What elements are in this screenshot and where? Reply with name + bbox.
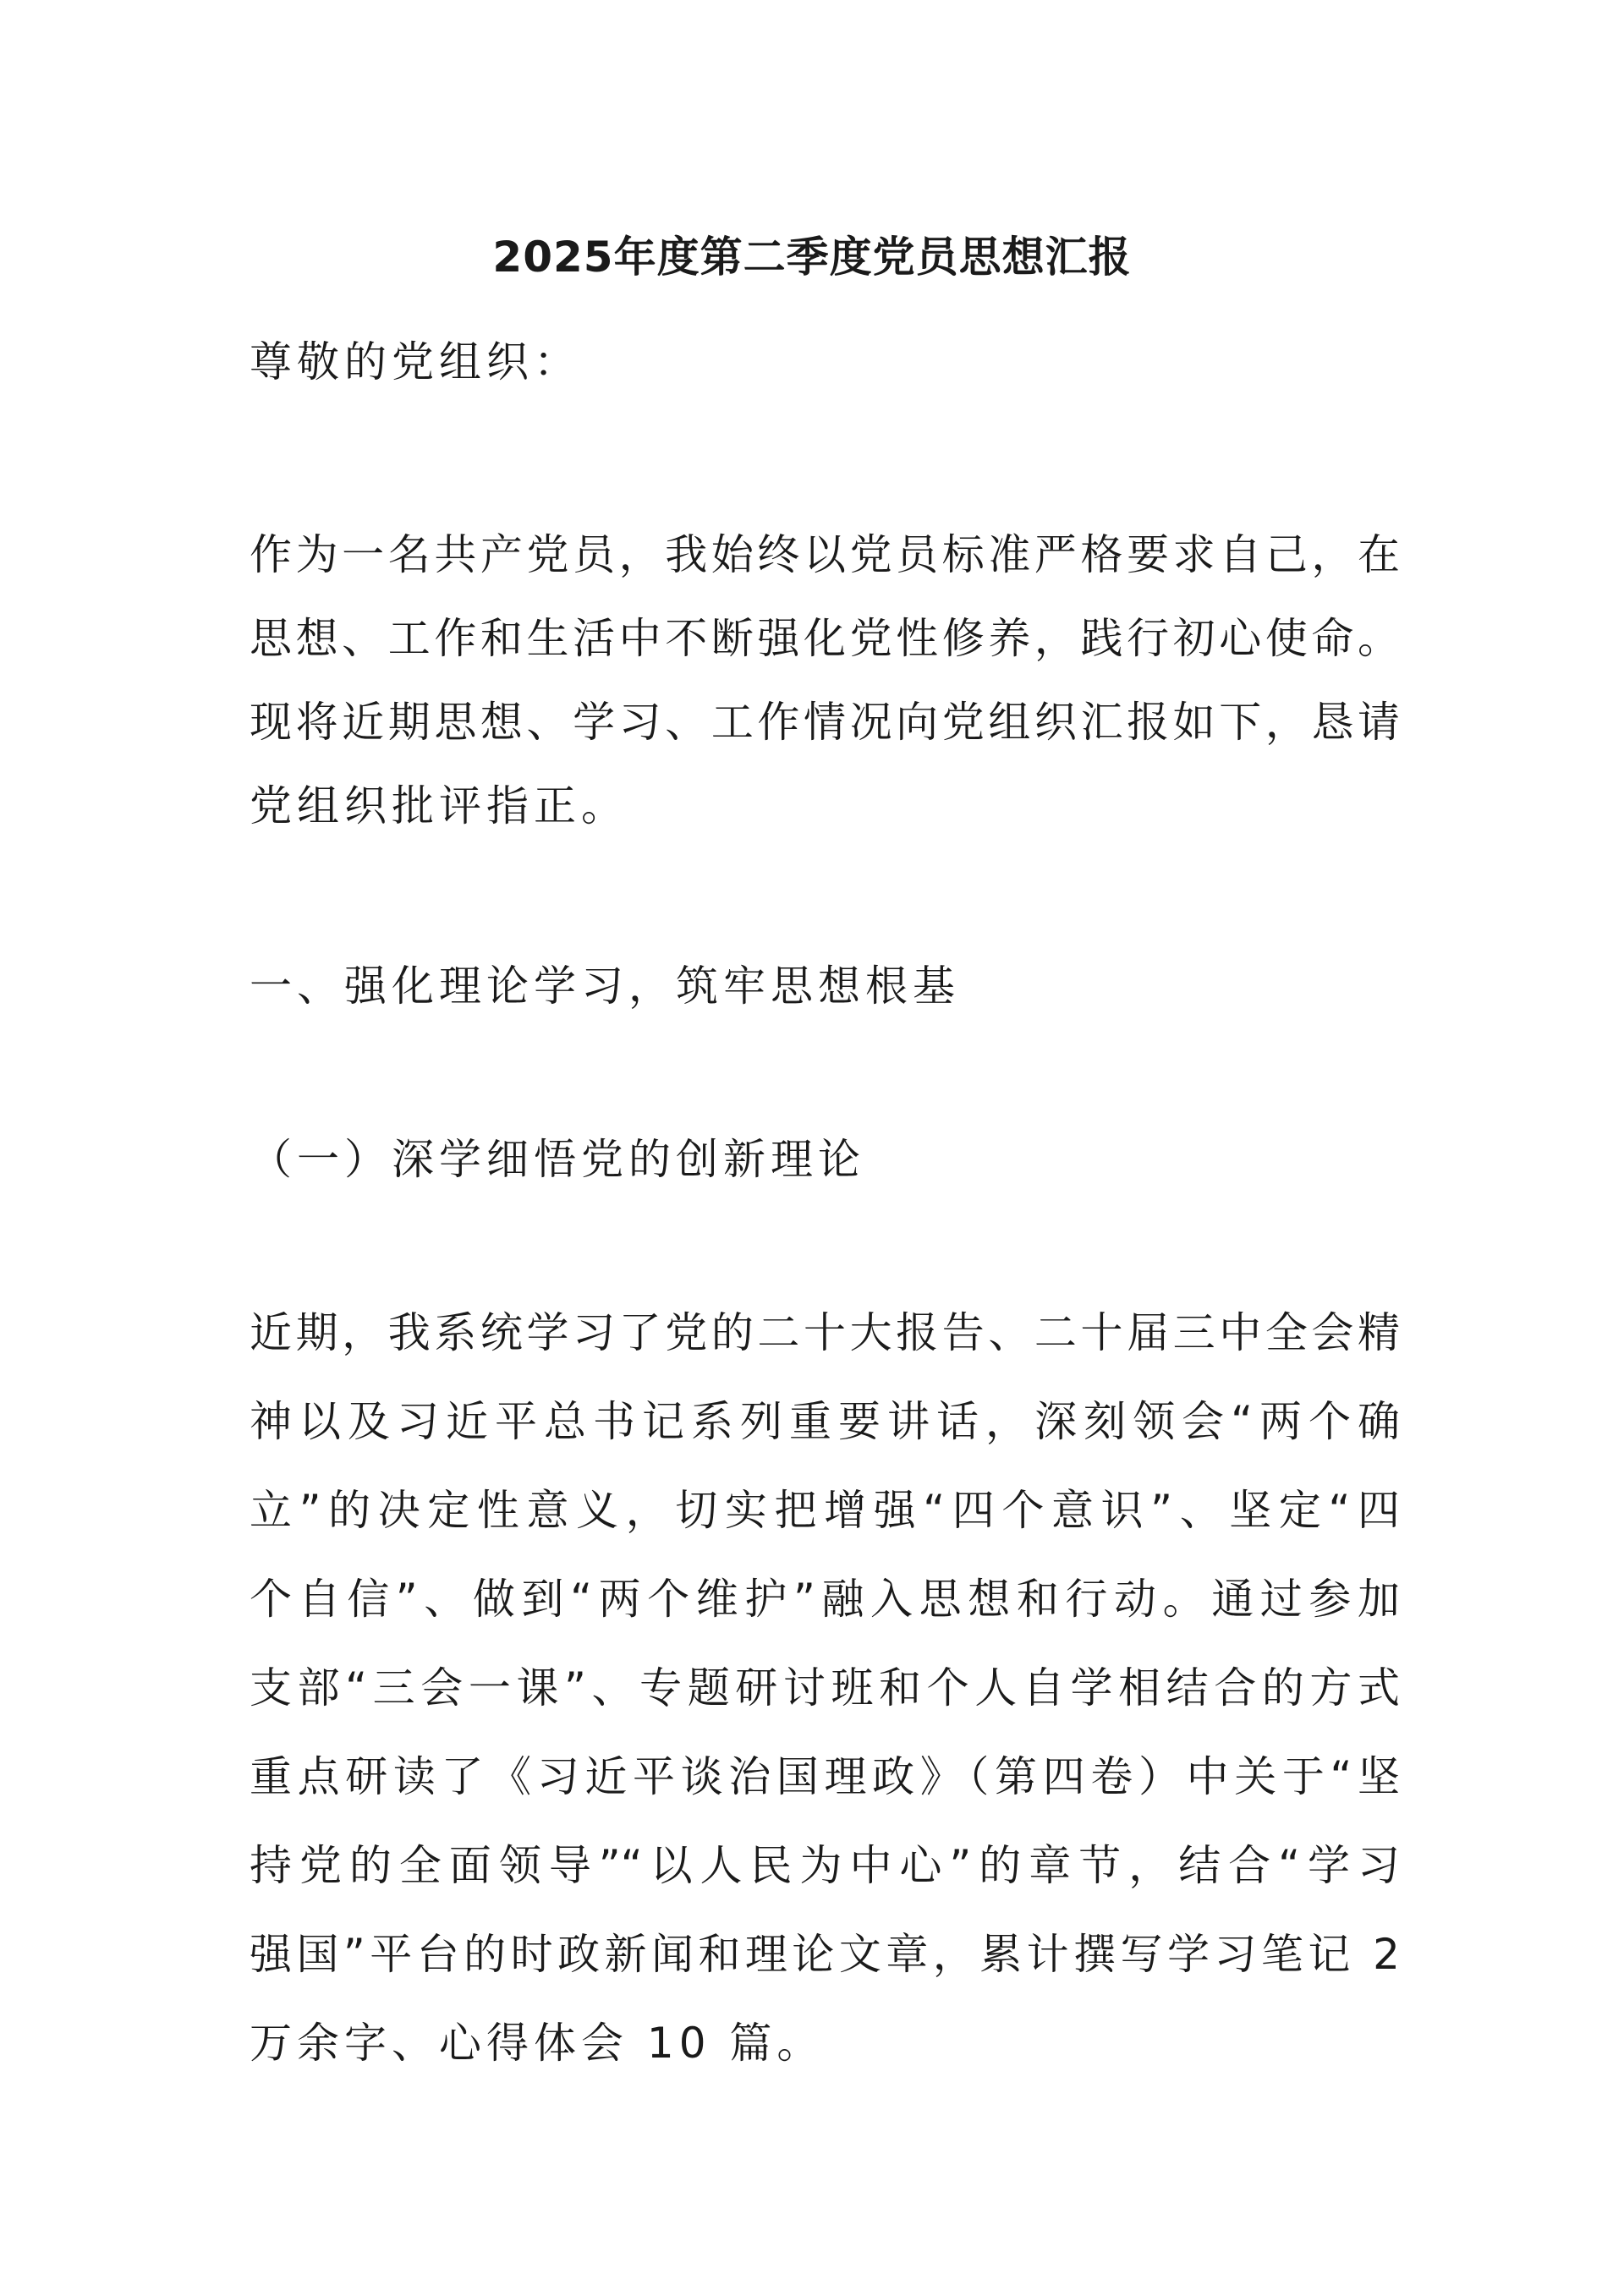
intro-line: 作为一名共产党员，我始终以党员标准严格要求自己，在 (250, 530, 1400, 579)
paragraph-line: 个自信”、做到“两个维护”融入思想和行动。通过参加 (250, 1575, 1400, 1624)
paragraph-line: 持党的全面领导”“以人民为中心”的章节，结合“学习 (250, 1841, 1400, 1890)
paragraph-line: 立”的决定性意义，切实把增强“四个意识”、坚定“四 (250, 1486, 1400, 1535)
paragraph-line: 近期，我系统学习了党的二十大报告、二十届三中全会精 (250, 1308, 1400, 1357)
intro-line: 党组织批评指正。 (250, 781, 628, 830)
paragraph-line: 神以及习近平总书记系列重要讲话，深刻领会“两个确 (250, 1397, 1400, 1446)
section-subheading: （一）深学细悟党的创新理论 (250, 1135, 865, 1184)
intro-line: 现将近期思想、学习、工作情况向党组织汇报如下，恳请 (250, 698, 1400, 747)
section-heading: 一、强化理论学习，筑牢思想根基 (250, 962, 960, 1011)
paragraph-line: 支部“三会一课”、专题研讨班和个人自学相结合的方式 (250, 1663, 1400, 1712)
intro-line: 思想、工作和生活中不断强化党性修养，践行初心使命。 (250, 614, 1400, 663)
paragraph-line: 强国”平台的时政新闻和理论文章，累计撰写学习笔记 2 (250, 1930, 1400, 1979)
salutation: 尊敬的党组织： (250, 337, 581, 386)
document-title: 2025年度第二季度党员思想汇报 (492, 233, 1132, 282)
paragraph-line: 重点研读了《习近平谈治国理政》（第四卷）中关于“坚 (250, 1752, 1400, 1801)
paragraph-line: 万余字、心得体会 10 篇。 (250, 2019, 825, 2068)
